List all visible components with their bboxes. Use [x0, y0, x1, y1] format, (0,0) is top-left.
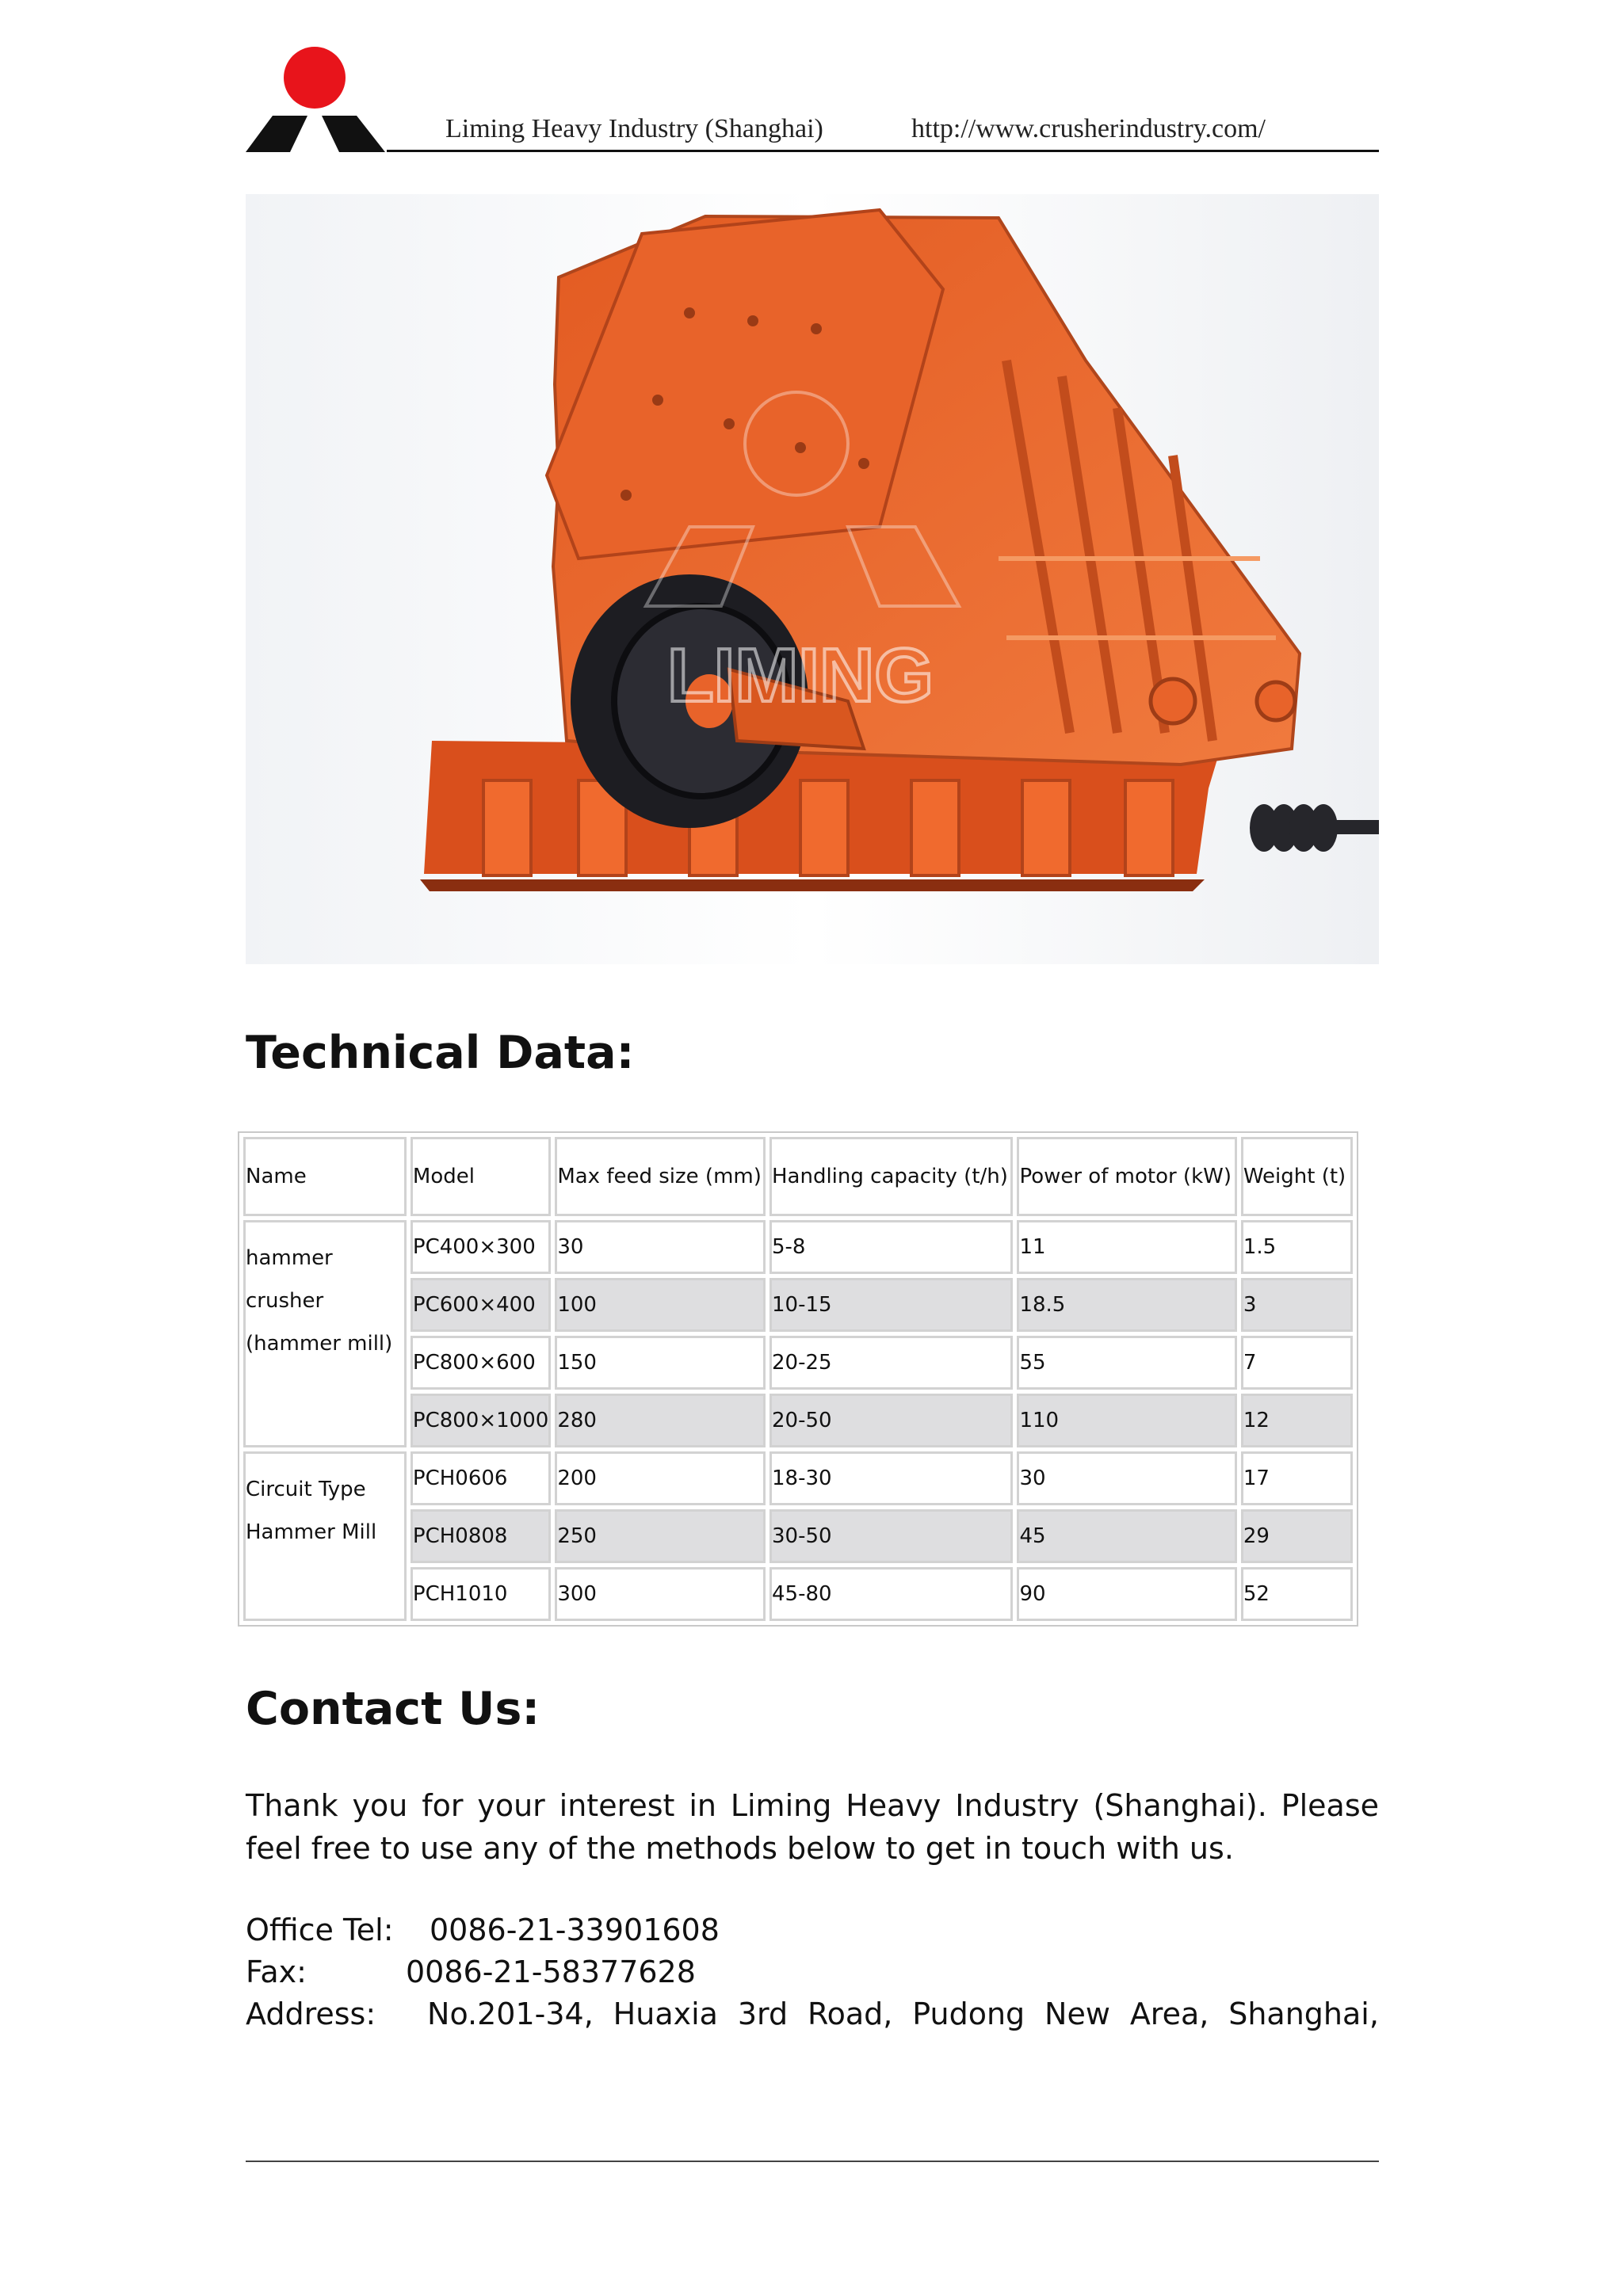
page-header — [380, 111, 1379, 151]
table-row — [243, 1394, 1353, 1447]
power-cell: 55 — [1017, 1336, 1236, 1390]
capacity-cell: 5-8 — [769, 1220, 1013, 1274]
address-word: Huaxia — [613, 1997, 718, 2031]
model-cell: PCH0606 — [411, 1451, 551, 1505]
weight-cell: 7 — [1241, 1336, 1353, 1390]
column-header-feed-size: Max feed size (mm) — [555, 1137, 766, 1216]
group-name-line1: Circuit Type — [246, 1478, 366, 1501]
feed-size-cell: 280 — [555, 1394, 766, 1447]
table-header-row — [243, 1137, 1353, 1216]
capacity-cell: 20-50 — [769, 1394, 1013, 1447]
address-word: No.201-34, — [427, 1997, 594, 2031]
group-name-line1: hammer crusher — [246, 1246, 333, 1313]
header-website-link[interactable]: http://www.crusherindustry.com/ — [911, 114, 1266, 143]
feed-size-cell: 300 — [555, 1567, 766, 1621]
group-name-line2: (hammer mill) — [246, 1332, 393, 1356]
feed-size-cell: 150 — [555, 1336, 766, 1390]
table-row — [243, 1220, 1353, 1274]
group-name-line2: Hammer Mill — [246, 1520, 377, 1544]
column-header-weight: Weight (t) — [1241, 1137, 1353, 1216]
feed-size-cell: 200 — [555, 1451, 766, 1505]
power-cell: 90 — [1017, 1567, 1236, 1621]
address-word: New — [1044, 1997, 1110, 2031]
technical-data-table — [238, 1131, 1358, 1627]
column-header-power: Power of motor (kW) — [1017, 1137, 1236, 1216]
power-cell: 30 — [1017, 1451, 1236, 1505]
table-row — [243, 1567, 1353, 1621]
column-header-capacity: Handling capacity (t/h) — [769, 1137, 1013, 1216]
column-header-model: Model — [411, 1137, 551, 1216]
capacity-cell: 30-50 — [769, 1509, 1013, 1563]
feed-size-cell: 100 — [555, 1278, 766, 1332]
header-divider — [387, 150, 1379, 152]
model-cell: PC400×300 — [411, 1220, 551, 1274]
table-row — [243, 1509, 1353, 1563]
group-name-cell — [243, 1451, 407, 1621]
group-name-cell — [243, 1220, 407, 1447]
contact-heading: Contact Us: — [246, 1683, 540, 1735]
weight-cell: 12 — [1241, 1394, 1353, 1447]
weight-cell: 29 — [1241, 1509, 1353, 1563]
model-cell: PCH0808 — [411, 1509, 551, 1563]
fax-line — [246, 1955, 696, 1989]
header-company-name: Liming Heavy Industry (Shanghai) — [445, 114, 823, 143]
address-word: Area, — [1129, 1997, 1209, 2031]
table-row — [243, 1278, 1353, 1332]
column-header-name: Name — [243, 1137, 407, 1216]
weight-cell: 1.5 — [1241, 1220, 1353, 1274]
table-row — [243, 1336, 1353, 1390]
capacity-cell: 10-15 — [769, 1278, 1013, 1332]
contact-intro-text: Thank you for your interest in Liming Heavy Industry (Shanghai). Please feel free to use any of the methods below to get in touch with us. — [246, 1788, 1379, 1866]
address-word: Shanghai, — [1228, 1997, 1379, 2031]
weight-cell: 17 — [1241, 1451, 1353, 1505]
model-cell: PCH1010 — [411, 1567, 551, 1621]
model-cell: PC600×400 — [411, 1278, 551, 1332]
weight-cell: 52 — [1241, 1567, 1353, 1621]
office-tel-label: Office Tel: — [246, 1913, 394, 1947]
address-label: Address: — [246, 1997, 376, 2031]
company-logo — [246, 46, 385, 154]
feed-size-cell: 250 — [555, 1509, 766, 1563]
power-cell: 110 — [1017, 1394, 1236, 1447]
power-cell: 45 — [1017, 1509, 1236, 1563]
power-cell: 11 — [1017, 1220, 1236, 1274]
fax-value: 0086-21-58377628 — [406, 1955, 696, 1989]
address-line — [246, 1997, 1379, 2031]
model-cell: PC800×1000 — [411, 1394, 551, 1447]
logo-left-mark — [246, 116, 307, 152]
watermark-text: LIMING — [667, 633, 934, 718]
table-row — [243, 1451, 1353, 1505]
capacity-cell: 18-30 — [769, 1451, 1013, 1505]
address-word: 3rd — [737, 1997, 789, 2031]
weight-cell: 3 — [1241, 1278, 1353, 1332]
logo-red-circle — [284, 47, 346, 109]
office-tel-line — [246, 1913, 720, 1947]
address-word: Pudong — [912, 1997, 1025, 2031]
capacity-cell: 20-25 — [769, 1336, 1013, 1390]
logo-right-mark — [322, 116, 385, 152]
technical-data-heading: Technical Data: — [246, 1027, 635, 1079]
model-cell: PC800×600 — [411, 1336, 551, 1390]
feed-size-cell: 30 — [555, 1220, 766, 1274]
power-cell: 18.5 — [1017, 1278, 1236, 1332]
footer-divider — [246, 2161, 1379, 2162]
fax-label: Fax: — [246, 1955, 307, 1989]
capacity-cell: 45-80 — [769, 1567, 1013, 1621]
office-tel-value[interactable]: 0086-21-33901608 — [430, 1913, 720, 1947]
address-word: Road, — [807, 1997, 893, 2031]
hammer-crusher-photo — [246, 194, 1379, 964]
